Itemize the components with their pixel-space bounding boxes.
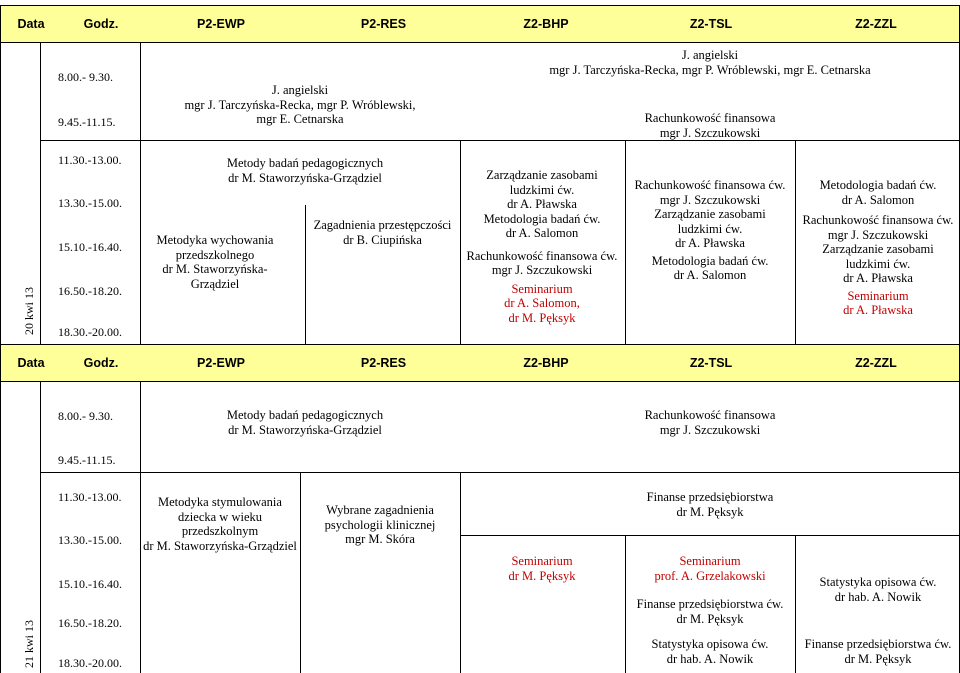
time-slot: 8.00.- 9.30. — [58, 70, 113, 84]
header-p2ewp: P2-EWP — [197, 356, 245, 370]
class-tsl-statystyka: Statystyka opisowa ćw. dr hab. A. Nowik — [651, 637, 769, 666]
class-bhp-list: Zarządzanie zasobami ludzkimi ćw. dr A. Pławska Metodologia badań ćw. dr A. Salomon Rachunkowość finansowa ćw. mgr J. Szczukowski Seminarium dr A. Salomon, dr M. Pęksyk — [466, 168, 618, 325]
header-godz: Godz. — [83, 17, 119, 31]
class-english-ewp-res: J. angielski mgr J. Tarczyńska-Recka, mgr P. Wróblewski, mgr E. Cetnarska — [184, 83, 416, 126]
time-slot: 9.45.-11.15. — [58, 115, 116, 129]
time-slot: 8.00.- 9.30. — [58, 409, 113, 423]
time-slot: 9.45.-11.15. — [58, 453, 116, 467]
header-row-1 — [0, 5, 960, 43]
class-metodyka-wychowania: Metodyka wychowania przedszkolnego dr M. Staworzyńska-Grządziel — [156, 233, 274, 291]
header-z2bhp: Z2-BHP — [523, 356, 569, 370]
header-z2bhp: Z2-BHP — [523, 17, 569, 31]
day-label: 20 kwi 13 — [22, 287, 36, 335]
header-p2res: P2-RES — [360, 356, 407, 370]
class-finanse-przedsiebiorstwa: Finanse przedsiębiorstwa dr M. Pęksyk — [646, 490, 774, 519]
time-slot: 13.30.-15.00. — [58, 533, 122, 547]
class-bhp-seminarium: Seminarium dr M. Pęksyk — [508, 554, 576, 583]
header-p2res: P2-RES — [360, 17, 407, 31]
class-zzl-list: Metodologia badań ćw. dr A. Salomon Rachunkowość finansowa ćw. mgr J. Szczukowski Zarządzanie zasobami ludzkimi ćw. dr A. Pławska Seminarium dr A. Pławska — [802, 178, 954, 317]
time-slot: 11.30.-13.00. — [58, 153, 122, 167]
header-z2tsl: Z2-TSL — [689, 356, 733, 370]
class-zzl-finanse: Finanse przedsiębiorstwa ćw. dr M. Pęksyk — [804, 637, 952, 666]
class-zzl-statystyka: Statystyka opisowa ćw. dr hab. A. Nowik — [819, 575, 937, 604]
header-p2ewp: P2-EWP — [197, 17, 245, 31]
time-slot: 16.50.-18.20. — [58, 616, 122, 630]
class-metody-badan: Metody badań pedagogicznych dr M. Staworzyńska-Grządziel — [226, 156, 384, 185]
time-slot: 15.10.-16.40. — [58, 240, 122, 254]
header-z2zzl: Z2-ZZL — [855, 17, 897, 31]
time-slot: 16.50.-18.20. — [58, 284, 122, 298]
class-english-z2: J. angielski mgr J. Tarczyńska-Recka, mgr P. Wróblewski, mgr E. Cetnarska — [549, 48, 871, 77]
day-label: 21 kwi 13 — [22, 620, 36, 668]
time-slot: 15.10.-16.40. — [58, 577, 122, 591]
class-metodyka-stymulowania: Metodyka stymulowania dziecka w wieku przedszkolnym dr M. Staworzyńska-Grządziel — [143, 495, 297, 553]
class-tsl-list: Rachunkowość finansowa ćw. mgr J. Szczukowski Zarządzanie zasobami ludzkimi ćw. dr A. Pławska Metodologia badań ćw. dr A. Salomon — [634, 178, 786, 282]
header-row-2 — [0, 344, 960, 382]
time-slot: 18.30.-20.00. — [58, 325, 122, 339]
class-zagadnienia-przestepczosci: Zagadnienia przestępczości dr B. Ciupińska — [313, 218, 452, 247]
class-tsl-seminarium: Seminarium prof. A. Grzelakowski — [654, 554, 766, 583]
time-slot: 18.30.-20.00. — [58, 656, 122, 670]
time-slot: 11.30.-13.00. — [58, 490, 122, 504]
header-godz: Godz. — [83, 356, 119, 370]
class-psychologia-kliniczna: Wybrane zagadnienia psychologii klinicznej mgr M. Skóra — [324, 503, 436, 546]
header-z2tsl: Z2-TSL — [689, 17, 733, 31]
class-rachunkowosc-z2: Rachunkowość finansowa mgr J. Szczukowski — [644, 111, 776, 140]
header-z2zzl: Z2-ZZL — [855, 356, 897, 370]
class-tsl-finanse: Finanse przedsiębiorstwa ćw. dr M. Pęksyk — [636, 597, 784, 626]
class-metody-badan-2: Metody badań pedagogicznych dr M. Staworzyńska-Grządziel — [226, 408, 384, 437]
time-slot: 13.30.-15.00. — [58, 196, 122, 210]
header-data: Data — [17, 356, 45, 370]
header-data: Data — [17, 17, 45, 31]
class-rachunkowosc-z2-2: Rachunkowość finansowa mgr J. Szczukowski — [644, 408, 776, 437]
